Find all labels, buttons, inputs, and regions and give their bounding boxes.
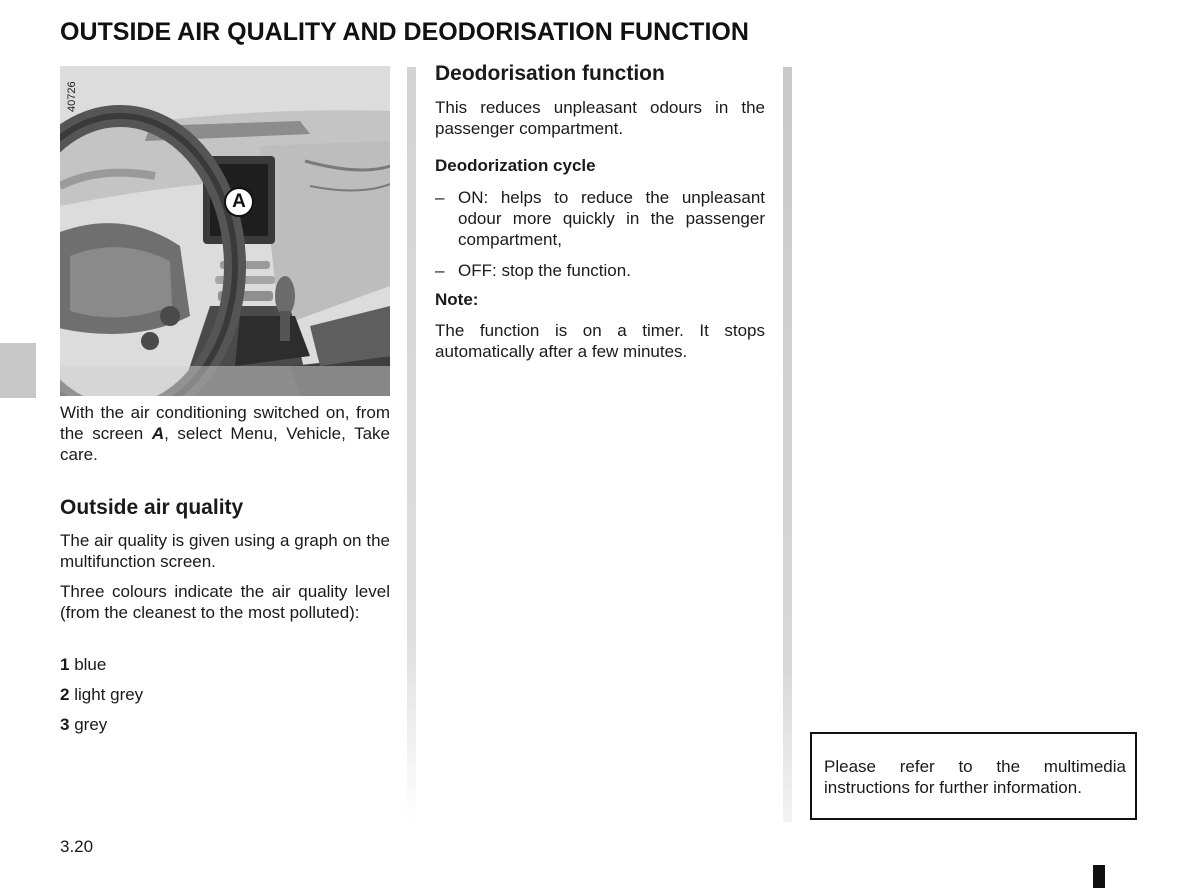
level-label: blue <box>74 655 107 674</box>
page-title: OUTSIDE AIR QUALITY AND DEODORISATION FUNCTION <box>60 18 749 46</box>
air-quality-level <box>60 684 143 705</box>
air-quality-level <box>60 714 107 735</box>
cycle-option-text: ON: helps to reduce the unpleasant odour more quickly in the passenger compartment, <box>458 188 765 249</box>
page-edge-marker <box>1093 865 1105 888</box>
page-number: 3.20 <box>60 837 94 856</box>
note-text: The function is on a timer. It stops automatically after a few minutes. <box>435 321 765 361</box>
cycle-option-off <box>435 260 765 281</box>
screen-reference: A <box>151 424 165 443</box>
deodorization-cycle-heading: Deodorization cycle <box>435 156 596 175</box>
intro-paragraph <box>60 402 390 465</box>
cycle-option-text: OFF: stop the function. <box>458 261 631 280</box>
intro-text-end: , select Menu, Vehicle, Take care. <box>60 424 390 464</box>
level-label: grey <box>74 715 108 734</box>
outside-air-quality-heading: Outside air quality <box>60 496 244 519</box>
air-quality-level <box>60 654 106 675</box>
intro-text-start: With the air conditioning switched on, from the screen <box>60 403 390 443</box>
level-label: light grey <box>74 685 144 704</box>
column-divider <box>783 67 792 822</box>
air-quality-colours-paragraph: Three colours indicate the air quality level (from the cleanest to the most polluted): <box>60 582 390 622</box>
level-number: 2 <box>60 685 70 704</box>
dashboard-illustration <box>60 66 390 396</box>
level-number: 1 <box>60 655 70 674</box>
note-label: Note: <box>435 290 479 309</box>
deodorisation-paragraph: This reduces unpleasant odours in the passenger compartment. <box>435 98 765 138</box>
list-dash: – <box>435 261 445 280</box>
level-number: 3 <box>60 715 70 734</box>
chapter-tab <box>0 343 36 398</box>
figure-reference-number: 40726 <box>66 81 78 112</box>
info-box-text: Please refer to the multimedia instructions for further information. <box>824 757 1126 797</box>
air-quality-graph-paragraph: The air quality is given using a graph on the multifunction screen. <box>60 531 390 571</box>
dashboard-drawing <box>60 66 390 396</box>
column-divider <box>407 67 416 822</box>
deodorisation-heading: Deodorisation function <box>435 62 665 85</box>
cycle-option-on <box>435 187 765 250</box>
screen-marker-callout: A <box>224 187 254 217</box>
list-dash: – <box>435 188 445 207</box>
